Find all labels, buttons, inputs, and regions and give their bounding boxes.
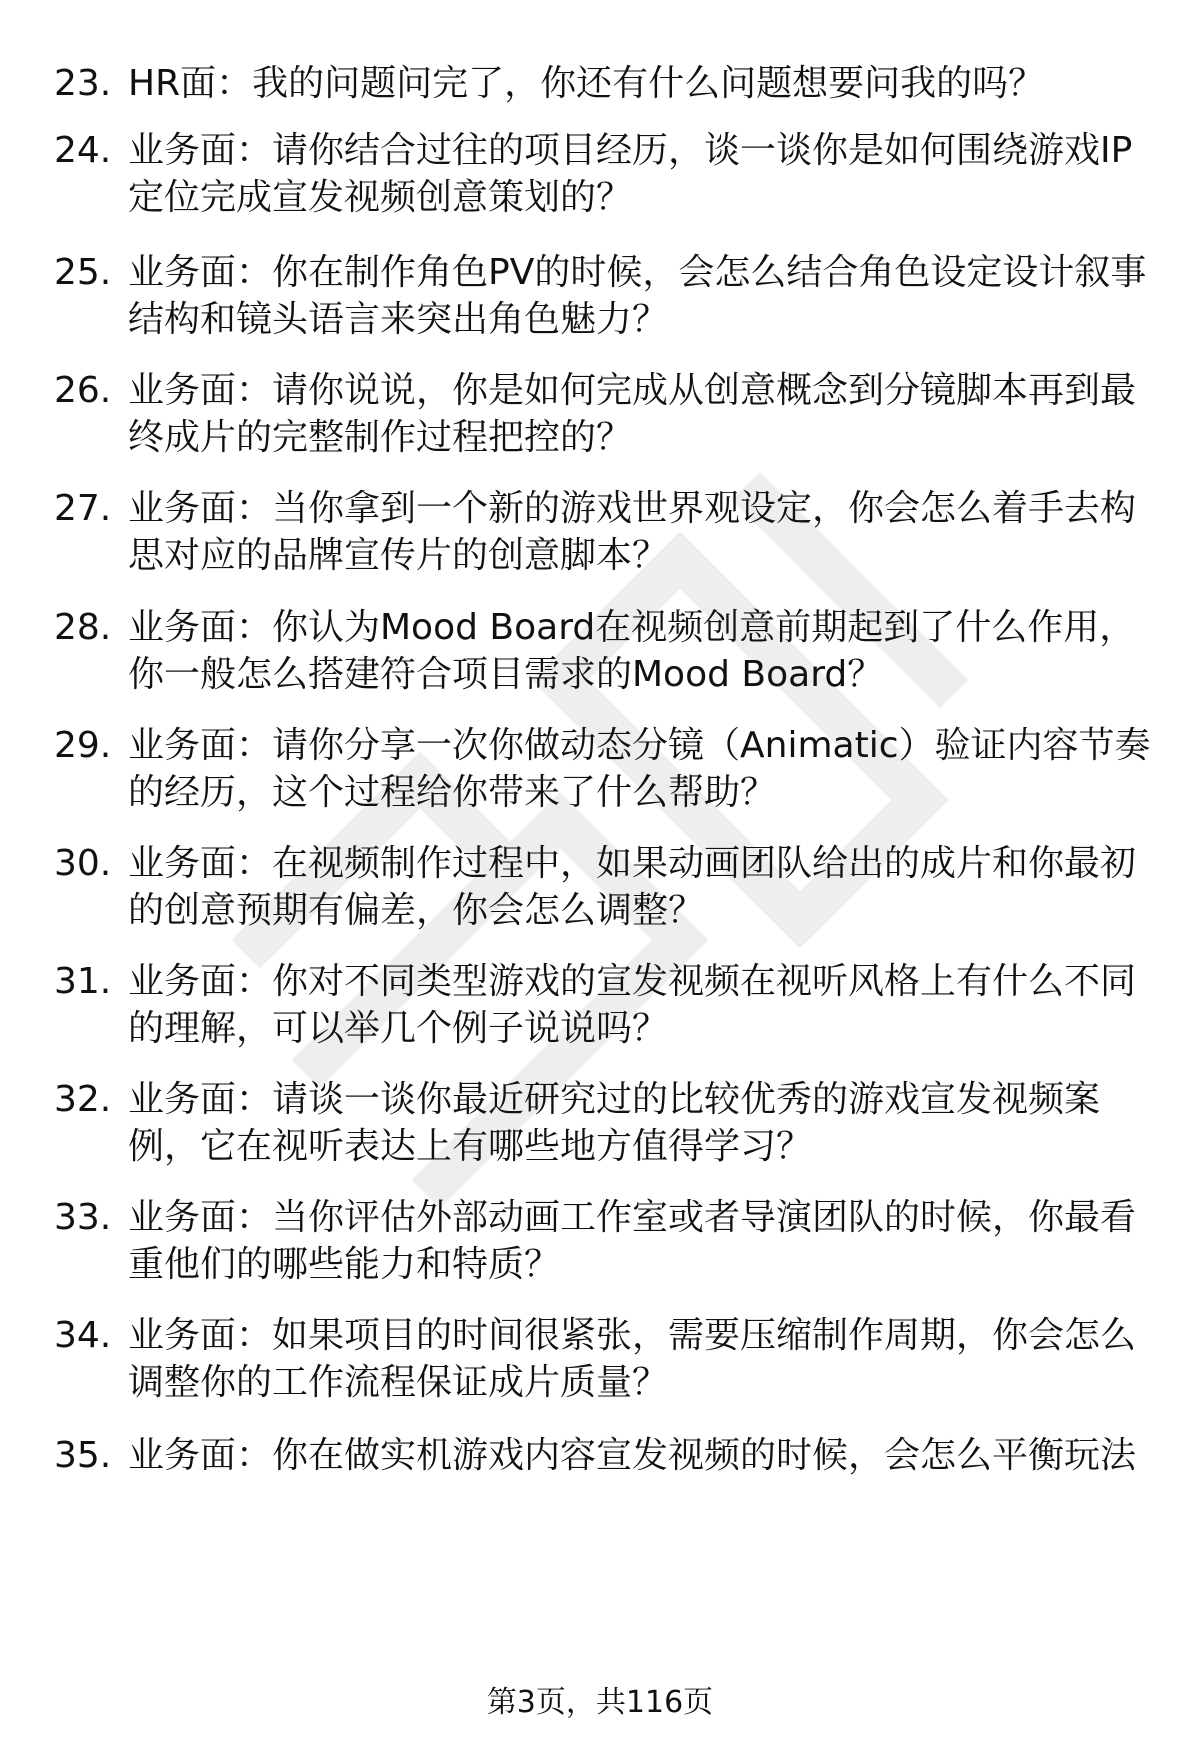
question-number: 27.: [54, 488, 112, 529]
list-item: [54, 1432, 1154, 1479]
list-item: [54, 367, 1154, 461]
question-number: 33.: [54, 1197, 112, 1238]
question-number: 35.: [54, 1435, 112, 1476]
question-text: 业务面：当你拿到一个新的游戏世界观设定，你会怎么着手去构思对应的品牌宣传片的创意脚本？: [128, 488, 1137, 576]
question-number: 30.: [54, 843, 112, 884]
question-number: 23.: [54, 63, 112, 104]
list-item: [54, 485, 1154, 579]
question-number: 32.: [54, 1079, 112, 1120]
question-text: 业务面：请谈一谈你最近研究过的比较优秀的游戏宣发视频案例，它在视听表达上有哪些地方值得学习？: [128, 1079, 1101, 1167]
question-text: 业务面：在视频制作过程中，如果动画团队给出的成片和你最初的创意预期有偏差，你会怎么调整？: [128, 843, 1137, 931]
question-text: HR面：我的问题问完了，你还有什么问题想要问我的吗？: [128, 63, 1045, 104]
question-number: 31.: [54, 961, 112, 1002]
list-item: [54, 249, 1154, 343]
list-item: [54, 604, 1154, 698]
question-number: 29.: [54, 725, 112, 766]
list-item: [54, 958, 1154, 1052]
question-text: 业务面：你认为Mood Board在视频创意前期起到了什么作用，你一般怎么搭建符合项目需求的Mood Board？: [128, 607, 1136, 695]
list-item: [54, 1076, 1154, 1170]
list-item: [54, 1194, 1154, 1288]
question-text: 业务面：请你说说，你是如何完成从创意概念到分镜脚本再到最终成片的完整制作过程把控的？: [128, 370, 1137, 458]
list-item: [54, 722, 1154, 816]
question-text: 业务面：如果项目的时间很紧张，需要压缩制作周期，你会怎么调整你的工作流程保证成片质量？: [128, 1315, 1137, 1403]
question-text: 业务面：请你分享一次你做动态分镜（Animatic）验证内容节奏的经历，这个过程给你带来了什么帮助？: [128, 725, 1151, 813]
question-number: 34.: [54, 1315, 112, 1356]
question-number: 24.: [54, 130, 112, 171]
question-number: 25.: [54, 252, 112, 293]
question-number: 26.: [54, 370, 112, 411]
question-number: 28.: [54, 607, 112, 648]
question-text: 业务面：你在做实机游戏内容宣发视频的时候，会怎么平衡玩法: [128, 1435, 1137, 1476]
list-item: [54, 840, 1154, 934]
question-text: 业务面：你对不同类型游戏的宣发视频在视听风格上有什么不同的理解，可以举几个例子说说吗？: [128, 961, 1137, 1049]
question-text: 业务面：你在制作角色PV的时候，会怎么结合角色设定设计叙事结构和镜头语言来突出角色魅力？: [128, 252, 1147, 340]
list-item: [54, 1312, 1154, 1406]
question-text: 业务面：当你评估外部动画工作室或者导演团队的时候，你最看重他们的哪些能力和特质？: [128, 1197, 1137, 1285]
list-item: [54, 60, 1154, 107]
question-text: 业务面：请你结合过往的项目经历，谈一谈你是如何围绕游戏IP定位完成宣发视频创意策划的？: [128, 130, 1133, 218]
page-footer: 第3页，共116页: [486, 1685, 714, 1720]
list-item: [54, 127, 1154, 221]
